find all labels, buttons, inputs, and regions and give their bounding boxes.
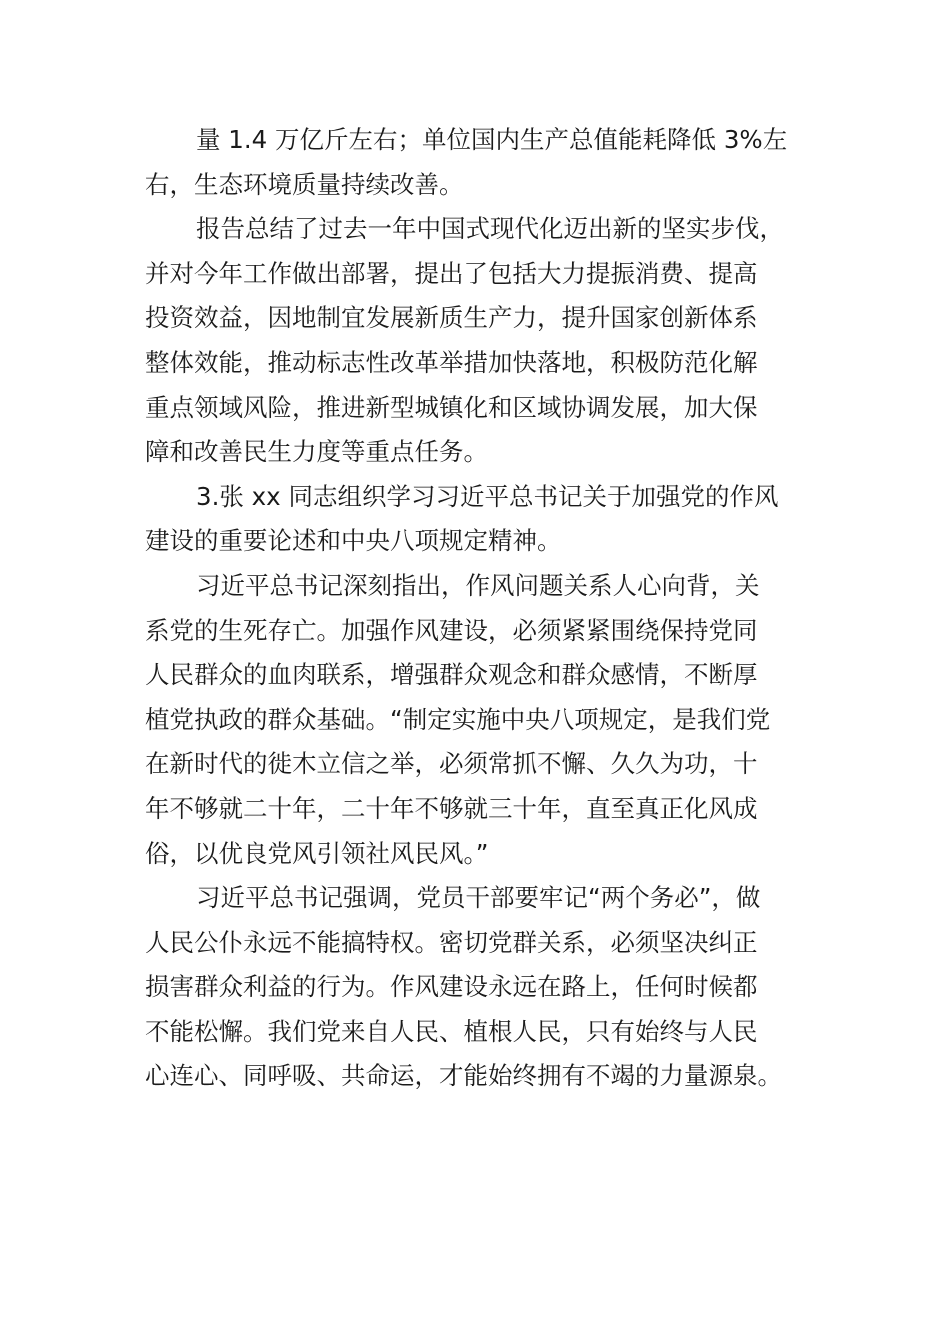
text-line: 习近平总书记强调，党员干部要牢记“两个务必”，做: [196, 883, 761, 913]
text-line: 量 1.4 万亿斤左右；单位国内生产总值能耗降低 3%左: [196, 125, 788, 154]
text-line: 报告总结了过去一年中国式现代化迈出新的坚实步伐，: [196, 214, 784, 244]
text-line: 植党执政的群众基础。“制定实施中央八项规定，是我们党: [145, 704, 771, 734]
text-line: 在新时代的徙木立信之举，必须常抓不懈、久久为功，十: [145, 749, 758, 779]
text-line: 障和改善民生力度等重点任务。: [145, 437, 488, 467]
text-line: 系党的生死存亡。加强作风建设，必须紧紧围绕保持党同: [145, 615, 758, 645]
text-line: 人民公仆永远不能搞特权。密切党群关系，必须坚决纠正: [145, 927, 758, 957]
text-line: 年不够就二十年，二十年不够就三十年，直至真正化风成: [145, 793, 758, 823]
section-heading-line: 3.张 xx 同志组织学习习近平总书记关于加强党的作风: [196, 481, 779, 511]
text-line: 习近平总书记深刻指出，作风问题关系人心向背，关: [196, 570, 760, 600]
text-line: 重点领域风险，推进新型城镇化和区域协调发展，加大保: [145, 392, 758, 422]
text-line: 不能松懈。我们党来自人民、植根人民，只有始终与人民: [145, 1016, 758, 1046]
text-line: 俗，以优良党风引领社风民风。”: [145, 838, 489, 868]
text-line: 投资效益，因地制宜发展新质生产力，提升国家创新体系: [145, 303, 758, 333]
text-line: 心连心、同呼吸、共命运，才能始终拥有不竭的力量源泉。: [145, 1061, 782, 1091]
text-line: 损害群众利益的行为。作风建设永远在路上，任何时候都: [145, 972, 758, 1002]
section-heading-line: 建设的重要论述和中央八项规定精神。: [145, 526, 562, 556]
text-line: 人民群众的血肉联系，增强群众观念和群众感情，不断厚: [145, 660, 758, 690]
document-page: [145, 118, 835, 1099]
text-line: 右，生态环境质量持续改善。: [145, 169, 464, 199]
text-line: 并对今年工作做出部署，提出了包括大力提振消费、提高: [145, 258, 758, 288]
text-line: 整体效能，推动标志性改革举措加快落地，积极防范化解: [145, 347, 758, 377]
